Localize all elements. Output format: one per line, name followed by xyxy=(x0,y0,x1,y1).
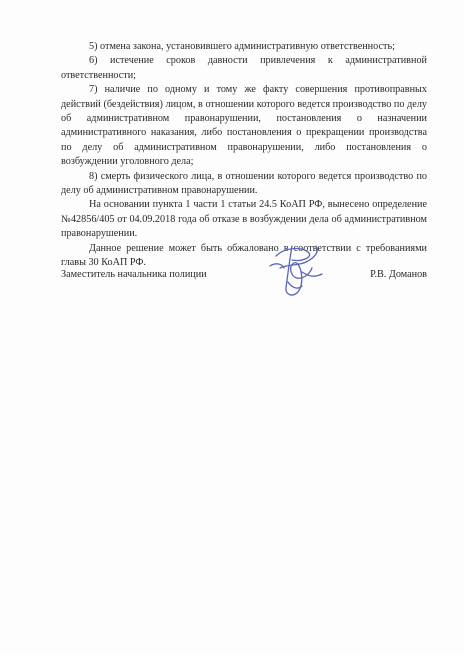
paragraph-item-7: 7) наличие по одному и тому же факту совершения противоправных действий (бездействия) лицом, в отношении которого ведется производство по делу об административном правонарушении, постановления о назначении административного наказания, либо постановления о прекращении производства по делу об административном правонарушении, либо постановления о возбуждении уголовного дела; xyxy=(61,84,427,168)
signature-block xyxy=(61,268,427,288)
paragraph-item-8: 8) смерть физического лица, в отношении которого ведется производство по делу об административном правонарушении. xyxy=(61,170,427,197)
paragraph-item-6: 6) истечение сроков давности привлечения к административной ответственности; xyxy=(61,55,427,81)
paragraph-item-5: 5) отмена закона, установившего административную ответственность; xyxy=(89,41,395,52)
handwritten-signature-icon xyxy=(262,238,332,302)
paragraph-decision: На основании пункта 1 части 1 статьи 24.5 КоАП РФ, вынесено определение №42856/405 от 04.09.2018 года об отказе в возбуждении дела об административном правонарушении. xyxy=(61,199,427,240)
signer-name: Р.В. Доманов xyxy=(370,269,427,280)
signer-position: Заместитель начальника полиции xyxy=(61,269,207,280)
document-body xyxy=(61,40,427,271)
paragraph-appeal: Данное решение может быть обжаловано в соответствии с требованиями главы 30 КоАП РФ. xyxy=(61,242,427,269)
